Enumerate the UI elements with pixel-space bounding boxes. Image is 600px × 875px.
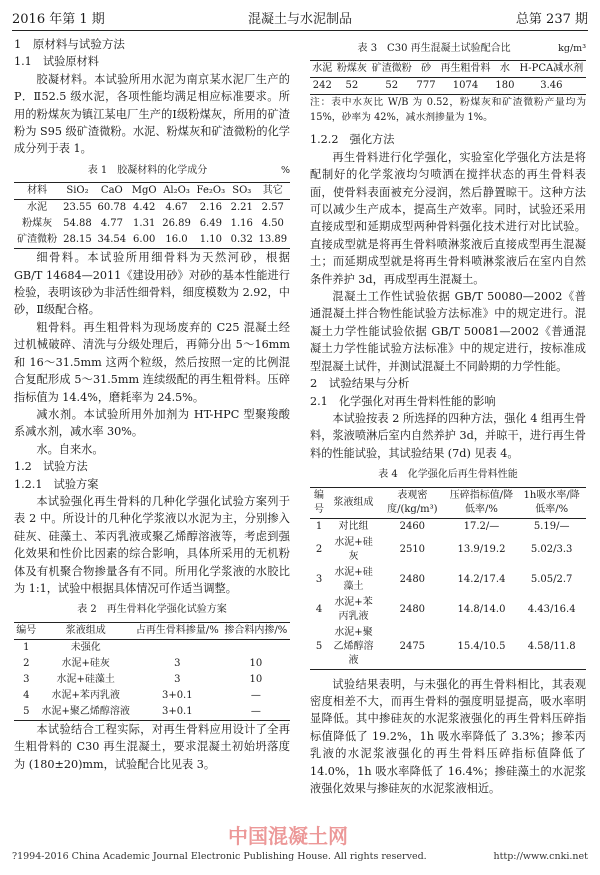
paragraph-results: 试验结果表明，与未强化的再生骨料相比，其表观密度相差不大，而再生骨料的强度明显提高，吸水率明显降低。其中掺硅灰的水泥浆液强化的再生骨料压碎指标值降低了 19.2%，1h 吸水率降低了 3.3%；掺苯丙乳液的水泥浆液强化的再生骨料压碎指标值降低了 14.0%，1h 吸水率降低了 16.4%；掺硅藻土的水泥浆液强化效果与掺硅灰的水泥浆液相近。: [310, 677, 586, 795]
table-cell: [133, 639, 222, 656]
table-1: [14, 182, 290, 249]
table-1-header-row: [14, 183, 290, 200]
table-cell: 4: [315, 603, 323, 615]
journal-title: 混凝土与水泥制品: [247, 12, 352, 27]
table-cell: 4.58/11.8: [527, 640, 576, 652]
table-cell: 1: [315, 520, 323, 532]
page-footer: [12, 851, 588, 862]
table-header-cell: 表观密度/(kg/m³): [379, 487, 446, 518]
section-heading-2-1: 2.1 化学强化对再生骨料性能的影响: [310, 394, 496, 408]
table-header-cell: 压碎指标值/降低率/%: [446, 487, 518, 518]
table-header-cell: 粉煤灰: [335, 61, 370, 78]
section-heading-2: 2 试验结果与分析: [310, 376, 410, 391]
table-header-cell: Al₂O₃: [159, 183, 193, 200]
table-cell: 2: [23, 657, 30, 669]
table-cell: 2510: [399, 543, 426, 555]
table-header-cell: 其它: [256, 183, 290, 200]
table-cell: 2480: [399, 603, 426, 615]
paragraph-test-scheme: 本试验强化再生骨料的几种化学强化试验方案列于表 2 中。所设计的几种化学浆液以水泥为主，分别掺入硅灰、硅藻土、苯丙乳液或聚乙烯醇溶液等，考虑到强化效果和性价比因素的综合影响，具体所采用的无机粉体及有机聚合物掺量各有不同。所用化学浆液的水胶比为 1:1，试验中根据具体情况可作适当调整。: [14, 494, 290, 595]
table-row: [14, 672, 290, 688]
table-cell: 水泥+硅藻土: [334, 566, 373, 592]
table-header-cell: 矿渣微粉: [369, 61, 414, 78]
table-cell: 26.89: [162, 218, 191, 230]
table-cell: 13.9/19.2: [457, 543, 506, 555]
paragraph-binders: 胶凝材料。本试验所用水泥为南京某水泥厂生产的 P．Ⅱ52.5 级水泥，各项性能均满足相应标准要求。所用的粉煤灰为镇江某电厂生产的Ⅰ级粉煤灰，所用的矿渣粉为 S95 级矿渣微粉。水泥、粉煤灰和矿渣微粉的化学成分列于表 1。: [14, 72, 290, 156]
table-3-caption: [310, 40, 586, 57]
table-cell: 2.21: [230, 202, 253, 214]
table-cell: 水泥+聚乙烯醇溶液: [41, 705, 130, 717]
table-cell: 5.02/3.3: [530, 543, 573, 555]
table-cell: 23.55: [63, 202, 92, 214]
table-2-header-row: [14, 622, 290, 639]
table-cell: —: [250, 705, 261, 717]
table-cell: 4: [23, 689, 30, 701]
table-cell: 3: [174, 657, 181, 669]
table-4-header-row: [310, 487, 586, 518]
table-cell: 2480: [399, 573, 426, 585]
paragraph-fine-aggregate: 细骨料。本试验所用细骨料为天然河砂，根据 GB/T 14684—2011《建设用砂》对砂的基本性能进行检验，表明该砂为非活性细骨料，细度模数为 2.92，中砂，Ⅱ级配合格。: [14, 251, 290, 317]
table-3-header-row: [310, 61, 586, 78]
table-cell: 水泥: [27, 202, 48, 214]
table-row: [14, 216, 290, 232]
footer-url: http://www.cnki.net: [493, 851, 588, 862]
table-cell: 5: [315, 640, 323, 652]
table-cell: 180: [495, 80, 515, 92]
table-header-cell: CaO: [95, 183, 129, 200]
table-cell: 粉煤灰: [22, 218, 53, 230]
paragraph-water-reducer: 减水剂。本试验所用外加剂为 HT-HPC 型聚羧酸系减水剂，减水率 30%。: [14, 407, 290, 439]
table-1-title: 表 1 胶凝材料的化学成分: [87, 164, 208, 176]
paragraph-coarse-aggregate: 粗骨料。再生粗骨料为现场废弃的 C25 混凝土经过机械破碎、清洗与分级处理后，再筛分出 5～16mm 和 16～31.5mm 这两个粒级，然后按照一定的比例混合复配形成 5～31.5mm 连续级配的再生粗骨料。压碎指标值为 14.4%，磨耗率为 24.5%。: [14, 320, 290, 404]
table-cell: 1.10: [199, 234, 222, 246]
table-cell: 10: [249, 673, 263, 685]
table-cell: 3: [315, 573, 323, 585]
left-column: [14, 36, 290, 773]
table-row: [310, 78, 586, 95]
table-cell: 水泥+聚乙烯醇溶液: [333, 626, 374, 666]
table-cell: 0.32: [230, 234, 253, 246]
table-header-cell: 1h吸水率/降低率/%: [517, 487, 586, 518]
table-cell: 水泥+硅灰: [61, 657, 110, 669]
table-row: [310, 595, 586, 625]
table-row: [14, 704, 290, 721]
table-cell: 2.57: [261, 202, 284, 214]
table-cell: 28.15: [63, 234, 92, 246]
table-cell: 对比组: [338, 520, 369, 532]
table-row: [310, 625, 586, 670]
table-row: [14, 639, 290, 656]
table-cell: 3.46: [540, 80, 563, 92]
table-cell: 13.89: [258, 234, 288, 246]
table-cell: 52: [345, 80, 359, 92]
table-header-cell: 编号: [310, 487, 328, 518]
table-cell: 水泥+硅藻土: [56, 673, 115, 685]
table-cell: 14.8/14.0: [457, 603, 506, 615]
section-heading-1-1: 1.1 试验原材料: [14, 55, 99, 69]
table-cell: 4.67: [165, 202, 188, 214]
table-cell: 1074: [452, 80, 479, 92]
table-cell: —: [250, 689, 261, 701]
section-heading-1-2-1: 1.2.1 试验方案: [14, 477, 99, 491]
table-cell: 3: [174, 673, 181, 685]
table-header-cell: 掺合料内掺/%: [222, 622, 290, 639]
table-header-cell: 占再生骨料掺量/%: [133, 622, 222, 639]
table-cell: 1: [23, 641, 30, 653]
table-cell: 1.16: [230, 218, 253, 230]
table-cell: 3+0.1: [161, 705, 193, 717]
table-cell: 6.49: [199, 218, 222, 230]
table-cell: 矿渣微粉: [17, 234, 58, 246]
table-header-cell: Fe₂O₃: [194, 183, 228, 200]
table-cell: 17.2/—: [463, 520, 500, 532]
section-heading-1: 1 原材料与试验方法: [14, 37, 125, 51]
table-cell: 水泥+硅灰: [334, 536, 373, 562]
table-cell: 2.16: [199, 202, 222, 214]
paragraph-strengthening-method: 再生骨料进行化学强化，实验室化学强化方法是将配制好的化学浆液均匀喷洒在搅拌状态的再生骨料表面，使骨料表面被充分浸润，然后静置晾干。这种方法可以减少生产成本，提高生产效率。同时，试验还采用直接成型和延期成型两种骨料强化技术进行对比试验。直接成型就是将再生骨料喷淋浆液后直接成型再生混凝土；而延期成型就是将再生骨料喷淋浆液后在室内自然条件养护 3d，再成型再生混凝土。: [310, 150, 586, 286]
table-header-cell: MgO: [129, 183, 159, 200]
table-cell: [222, 639, 290, 656]
page-header: [12, 6, 588, 30]
table-2-caption: 表 2 再生骨料化学强化试验方案: [77, 604, 227, 616]
table-1-unit: %: [280, 164, 290, 176]
table-cell: 6.00: [133, 234, 156, 246]
issue-label: 2016 年第 1 期: [12, 12, 105, 27]
table-cell: 3: [23, 673, 30, 685]
table-header-cell: 水泥: [310, 61, 335, 78]
table-cell: 10: [249, 657, 263, 669]
table-header-cell: 材料: [14, 183, 60, 200]
table-header-cell: SiO₂: [60, 183, 94, 200]
table-2: [14, 622, 290, 721]
table-header-cell: H-PCA减水剂: [517, 61, 586, 78]
section-heading-1-2: 1.2 试验方法: [14, 460, 88, 474]
header-rule: [12, 30, 588, 31]
table-3: [310, 60, 586, 95]
table-cell: 水泥+苯丙乳液: [51, 689, 120, 701]
table-3-note: 注：表中水灰比 W/B 为 0.52，粉煤灰和矿渣微粉产量均为 15%，砂率为 42%，减水剂掺量为 1%。: [310, 97, 586, 124]
table-cell: 3+0.1: [161, 689, 193, 701]
table-4-caption: 表 4 化学强化后再生骨料性能: [378, 469, 518, 481]
table-cell: 4.43/16.4: [527, 603, 576, 615]
table-row: [310, 565, 586, 595]
table-cell: 2: [315, 543, 323, 555]
table-header-cell: 再生粗骨料: [438, 61, 493, 78]
table-cell: 54.88: [63, 218, 92, 230]
table-cell: 242: [312, 80, 332, 92]
table-3-unit: kg/m³: [558, 43, 586, 54]
table-cell: 14.2/17.4: [457, 573, 506, 585]
table-cell: 1.31: [133, 218, 156, 230]
table-cell: 5.05/2.7: [530, 573, 573, 585]
table-cell: 34.54: [97, 234, 127, 246]
table-header-cell: SO₃: [228, 183, 256, 200]
table-row: [14, 232, 290, 249]
table-cell: 4.50: [261, 218, 284, 230]
table-cell: 5.19/—: [533, 520, 570, 532]
table-header-cell: 浆液组成: [328, 487, 379, 518]
table-row: [14, 200, 290, 217]
table-cell: 未强化: [70, 641, 101, 653]
table-cell: 4.42: [133, 202, 156, 214]
table-header-cell: 浆液组成: [39, 622, 133, 639]
table-header-cell: 砂: [414, 61, 438, 78]
table-cell: 52: [385, 80, 399, 92]
paragraph-mix-design: 本试验结合工程实际，对再生骨料应用设计了全再生粗骨料的 C30 再生混凝土，要求混凝土初始坍落度为 (180±20)mm，试验配合比见表 3。: [14, 722, 290, 771]
table-cell: 水泥+苯丙乳液: [334, 596, 373, 622]
table-3-title: 表 3 C30 再生混凝土试验配合比: [357, 43, 511, 54]
table-cell: 2475: [399, 640, 426, 652]
paragraph-test-standards: 混凝土工作性试验依据 GB/T 50080—2002《普通混凝土拌合物性能试验方法标准》中的规定进行。混凝土力学性能试验依据 GB/T 50081—2002《普通混凝土力学性能试验方法标准》中的规定进行，按标准成型混凝土试件，并测试混凝土不同龄期的力学性能。: [310, 290, 586, 373]
right-column: [310, 36, 586, 797]
table-cell: 60.78: [97, 202, 127, 214]
table-row: [310, 535, 586, 565]
paragraph-test-procedure: 本试验按表 2 所选择的四种方法，强化 4 组再生骨料，浆液喷淋后室内自然养护 3d，并晾干，进行再生骨料的性能试验，其试验结果 (7d) 见表 4。: [310, 411, 586, 460]
total-issue-label: 总第 237 期: [515, 12, 588, 27]
table-cell: 15.4/10.5: [457, 640, 506, 652]
table-header-cell: 水: [493, 61, 517, 78]
table-cell: 777: [416, 80, 436, 92]
table-4: [310, 487, 586, 670]
section-heading-1-2-2: 1.2.2 强化方法: [310, 133, 395, 147]
watermark-text: 中国混凝土网: [228, 824, 348, 848]
table-cell: 5: [23, 705, 30, 717]
table-row: [14, 656, 290, 672]
table-row: [310, 518, 586, 535]
table-cell: 4.77: [100, 218, 123, 230]
table-cell: 16.0: [165, 234, 188, 246]
table-cell: 2460: [399, 520, 426, 532]
copyright-text: ?1994-2016 China Academic Journal Electronic Publishing House. All rights reserved.: [12, 851, 427, 862]
table-row: [14, 688, 290, 704]
paragraph-water: 水。自来水。: [36, 442, 104, 456]
table-header-cell: 编号: [14, 622, 39, 639]
table-1-caption: [14, 162, 290, 179]
